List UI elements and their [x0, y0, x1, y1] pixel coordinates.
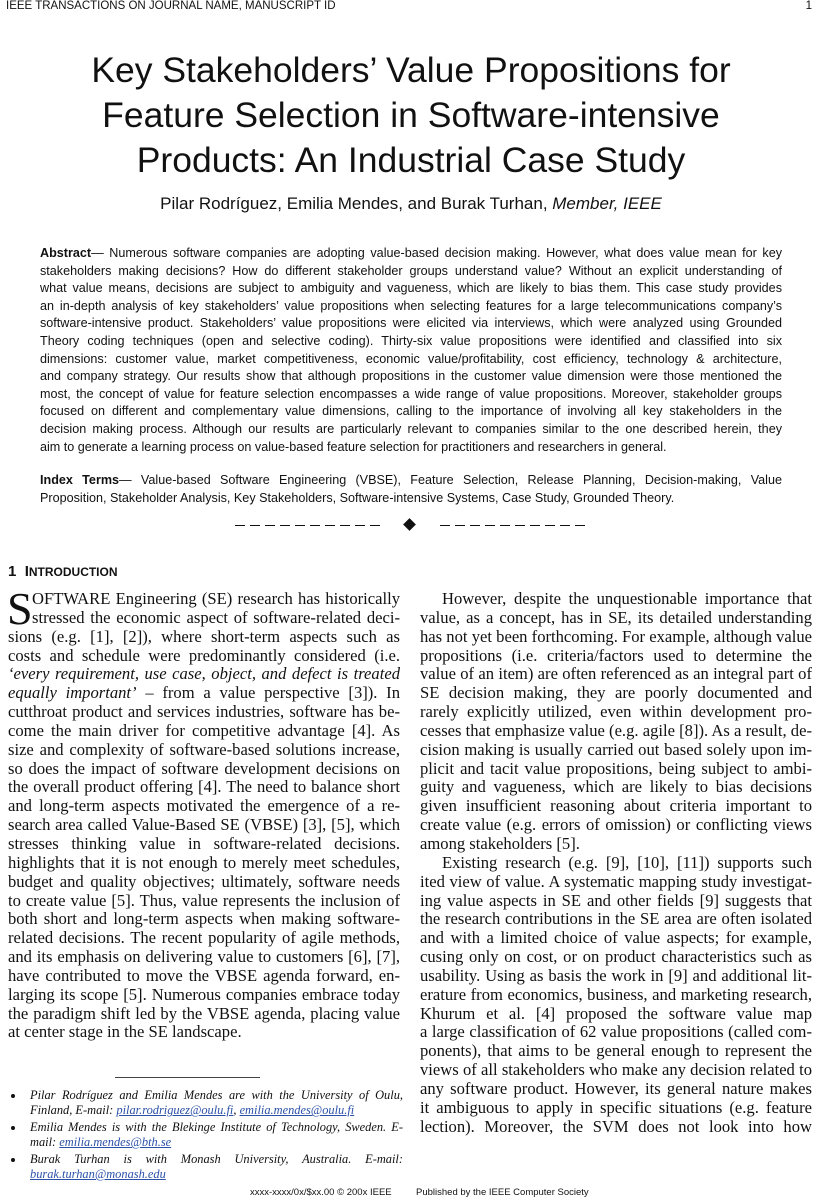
text-line: rarely explicitly utilized, even within development pro-: [420, 703, 812, 722]
footnote-text: Burak Turhan is with Monash University, Australia. E-mail:: [30, 1151, 403, 1166]
text-line: views of all stakeholders who make any decision related to: [420, 1061, 812, 1080]
line-text: – from a value perspective [3]). In: [145, 684, 400, 703]
line-text: software-intensive product. Stakeholders’ value propositions were elicited via interviews, which were analyzed using Grounded: [40, 316, 782, 331]
dash-mark: [355, 525, 365, 526]
text-line: budget and quality objectives; ultimately, software needs: [8, 872, 400, 891]
footnote-rule: [115, 1077, 260, 1078]
line-text: focused on different and complementary value dimensions, calling to the importance of involving all key stakeholders in the: [40, 404, 782, 419]
italic-quote: equally important’: [8, 684, 137, 703]
text-line: [40, 333, 782, 351]
email-link[interactable]: emilia.mendes@bth.se: [59, 1135, 172, 1150]
publisher-notice: Published by the IEEE Computer Society: [416, 1187, 589, 1198]
text-line: have contributed to move the VBSE agenda forward, en-: [8, 966, 400, 985]
text-line: the paradigm shift led by the VBSE agenda, placing value: [8, 1004, 400, 1023]
line-text: most, the concept of value for feature selection encompasses a wide range of value propositions. Moreover, stakeholder groups: [40, 386, 782, 401]
text-line: related decisions. The recent popularity of agile methods,: [8, 929, 400, 948]
text-line: value, as a concept, has in SE, its detailed understanding: [420, 608, 812, 627]
text-line: cision making is usually carried out based solely upon im-: [420, 740, 812, 759]
line-text: and company strategy. Our results show that although propositions in the customer value dimension were those mentioned the: [40, 369, 782, 384]
text-line: search area called Value-Based SE (VBSE) [3], [5], which: [8, 816, 400, 835]
section-initial: I: [24, 563, 29, 580]
text-line: any software product. However, its general nature makes: [420, 1079, 812, 1098]
abstract: [40, 245, 782, 456]
text-line: plicit and tacit value propositions, being subject to ambi-: [420, 759, 812, 778]
dash-mark: [560, 525, 570, 526]
text-line: However, despite the unquestionable importance that: [442, 590, 812, 608]
text-line: value of an item) are often referenced as an integral part of: [420, 665, 812, 684]
text-line: a large classification of 62 value propositions (called com-: [420, 1023, 812, 1042]
dash-mark: [325, 525, 335, 526]
text-line: [40, 386, 782, 404]
text-line: Khurum et al. [4] proposed the software value map: [420, 1004, 812, 1023]
line-text: Theory coding techniques (open and selective coding). Thirty-six value propositions were identified and classified into six: [40, 333, 782, 348]
italic-quote: ‘every requirement, use case, object, and defect is treated: [8, 665, 400, 684]
index-terms-label: Index Terms: [40, 473, 120, 487]
dash-mark: [455, 525, 465, 526]
text-line: and long-term aspects motivated the emergence of a re-: [8, 797, 400, 816]
footnote-item: [8, 1152, 403, 1182]
text-line: lection). Moreover, the SVM does not look into how: [420, 1117, 812, 1136]
line-text: Proposition, Stakeholder Analysis, Key Stakeholders, Software-intensive Systems, Case Study, Grounded Theory.: [40, 490, 675, 505]
text-line: [40, 490, 782, 508]
footnote-text: Pilar Rodríguez and Emilia Mendes are with the University of Oulu, Finland, E-mail:: [30, 1088, 403, 1118]
text-line: create value (e.g. errors of omission) or conflicting views: [420, 816, 812, 835]
text-line: to create value [5]. Thus, value represents the inclusion of: [8, 891, 400, 910]
abstract-label: Abstract: [40, 246, 92, 260]
text-line: and with a limited choice of value aspects; for example,: [420, 929, 812, 948]
text-line: larging its scope [5]. Numerous companies embrace today: [8, 985, 400, 1004]
diamond-icon: [403, 518, 416, 531]
text-line: stressed the economic aspect of software-related deci-: [32, 608, 400, 627]
dash-mark: [235, 525, 245, 526]
dash-mark: [340, 525, 350, 526]
text-line: at center stage in the SE landscape.: [8, 1023, 242, 1042]
dash-mark: [500, 525, 510, 526]
title-line: Key Stakeholders’ Value Propositions for: [91, 50, 731, 90]
right-column: [420, 590, 812, 1136]
text-line: [40, 263, 782, 281]
text-line: erature from economics, business, and marketing research,: [420, 985, 812, 1004]
text-line: the overall product offering [4]. The need to balance short: [8, 778, 400, 797]
left-column: [7, 583, 400, 1042]
section-separator: [235, 516, 587, 536]
dash-mark: [470, 525, 480, 526]
dash-mark: [250, 525, 260, 526]
dash-mark: [295, 525, 305, 526]
text-line: [8, 665, 400, 684]
dash-mark: [530, 525, 540, 526]
index-terms: [40, 472, 782, 507]
dash-mark: [310, 525, 320, 526]
text-line: OFTWARE Engineering (SE) research has historically: [32, 590, 400, 608]
text-line: [40, 315, 782, 333]
text-line: ited view of value. A systematic mapping study investigat-: [420, 872, 812, 891]
text-line: [40, 439, 782, 457]
section-number: 1: [8, 563, 17, 580]
email-link[interactable]: pilar.rodriguez@oulu.fi: [116, 1103, 234, 1118]
text-line: SE decision making, they are poorly documented and: [420, 684, 812, 703]
dash-mark: [545, 525, 555, 526]
text-line: ponents), that aims to be general enough to represent the: [420, 1042, 812, 1061]
text-line: [8, 684, 400, 703]
text-line: and its emphasis on delivering value to customers [6], [7],: [8, 948, 400, 967]
text-line: cutthroat product and services industries, software has be-: [8, 703, 400, 722]
line-text: dimensions: customer value, market competitiveness, economic value/profitability, cost efficiency, technology & architecture,: [40, 351, 782, 366]
text-line: Existing research (e.g. [9], [10], [11]) supports such: [442, 853, 812, 872]
dash-mark: [370, 525, 380, 526]
line-text: — Numerous software companies are adopting value-based decision making. However, what does value mean for key: [91, 246, 782, 260]
text-line: come the main driver for competitive advantage [4]. As: [8, 721, 400, 740]
text-line: usability. Using as basis the work in [9] and additional lit-: [420, 966, 812, 985]
text-line: has not yet been forthcoming. For example, although value: [420, 627, 812, 646]
separator: ,: [233, 1103, 240, 1118]
text-line: costs and schedule were predominantly considered (i.e.: [8, 646, 400, 665]
email-link[interactable]: burak.turhan@monash.edu: [30, 1167, 166, 1182]
text-line: among stakeholders [5].: [420, 834, 580, 853]
footnote-item: [8, 1088, 403, 1118]
dash-mark: [265, 525, 275, 526]
text-line: [40, 245, 782, 263]
title-line: Products: An Industrial Case Study: [136, 140, 686, 180]
text-line: so does the impact of software development decisions on: [8, 759, 400, 778]
text-line: propositions (i.e. criteria/factors used to determine the: [420, 646, 812, 665]
text-line: [40, 368, 782, 386]
text-line: [40, 472, 782, 490]
footnote-item: [8, 1120, 403, 1150]
text-line: guity and vagueness, which are likely to bias decisions: [420, 778, 812, 797]
text-line: size and complexity of software-based solutions increase,: [8, 740, 400, 759]
text-line: it ambiguous to apply in specific situations (e.g. feature: [420, 1098, 812, 1117]
line-text: what value means, decisions are subject to ambiguity and vagueness, which are likely to bias them. This case study provides: [40, 281, 782, 296]
line-text: — Value-based Software Engineering (VBSE), Feature Selection, Release Planning, Decision-making, Value: [119, 473, 782, 487]
text-line: [40, 298, 782, 316]
text-line: [40, 403, 782, 421]
paper-title: [0, 48, 822, 183]
line-text: an in-depth analysis of key stakeholders’ value propositions when selecting features for a large telecommunications company’s: [40, 298, 782, 313]
copyright-notice: xxxx-xxxx/0x/$xx.00 © 200x IEEE: [250, 1187, 392, 1198]
text-line: [40, 351, 782, 369]
text-line: highlights that it is not enough to merely meet schedules,: [8, 853, 400, 872]
title-line: Feature Selection in Software-intensive: [102, 95, 720, 135]
line-text: stakeholders making decisions? How do different stakeholder groups understand value? Without an explicit understanding of: [40, 263, 782, 278]
text-line: [40, 280, 782, 298]
text-line: [40, 421, 782, 439]
section-title-rest: NTRODUCTION: [28, 565, 118, 579]
dash-mark: [440, 525, 450, 526]
text-line: the research contributions in the SE area are often isolated: [420, 910, 812, 929]
text-line: cesses that emphasize value (e.g. agile [8]). As a result, de-: [420, 721, 812, 740]
text-line: both short and long-term aspects when making software-: [8, 910, 400, 929]
text-line: sions (e.g. [1], [2]), where short-term aspects such as: [8, 627, 400, 646]
author-names: Pilar Rodríguez, Emilia Mendes, and Burak Turhan,: [160, 194, 553, 213]
author-membership: Member, IEEE: [552, 194, 662, 213]
line-text: aim to generate a learning process on value-based feature selection for practitioners and researchers in general.: [40, 439, 667, 454]
dash-mark: [485, 525, 495, 526]
page-number: 1: [805, 0, 812, 12]
text-line: ing value aspects in SE and other fields [9] suggests that: [420, 891, 812, 910]
footnote-text: Emilia Mendes is with the Blekinge Institute of Technology, Sweden. E-mail:: [30, 1119, 403, 1150]
section-heading: [8, 563, 118, 580]
text-line: given insufficient reasoning about criteria important to: [420, 797, 812, 816]
text-line: stresses thinking value in software-related decisions.: [8, 834, 400, 853]
line-text: decision making process. Although our results are particularly relevant to companies similar to the one described herein, they: [40, 421, 782, 436]
running-header: IEEE TRANSACTIONS ON JOURNAL NAME, MANUSCRIPT ID: [6, 0, 336, 12]
author-list: [0, 194, 822, 214]
dash-mark: [280, 525, 290, 526]
author-footnotes: [8, 1088, 403, 1184]
text-line: cusing only on cost, or on product characteristics such as: [420, 948, 812, 967]
dash-mark: [515, 525, 525, 526]
drop-cap: S: [7, 583, 33, 634]
email-link[interactable]: emilia.mendes@oulu.fi: [239, 1103, 355, 1118]
dash-mark: [575, 525, 585, 526]
